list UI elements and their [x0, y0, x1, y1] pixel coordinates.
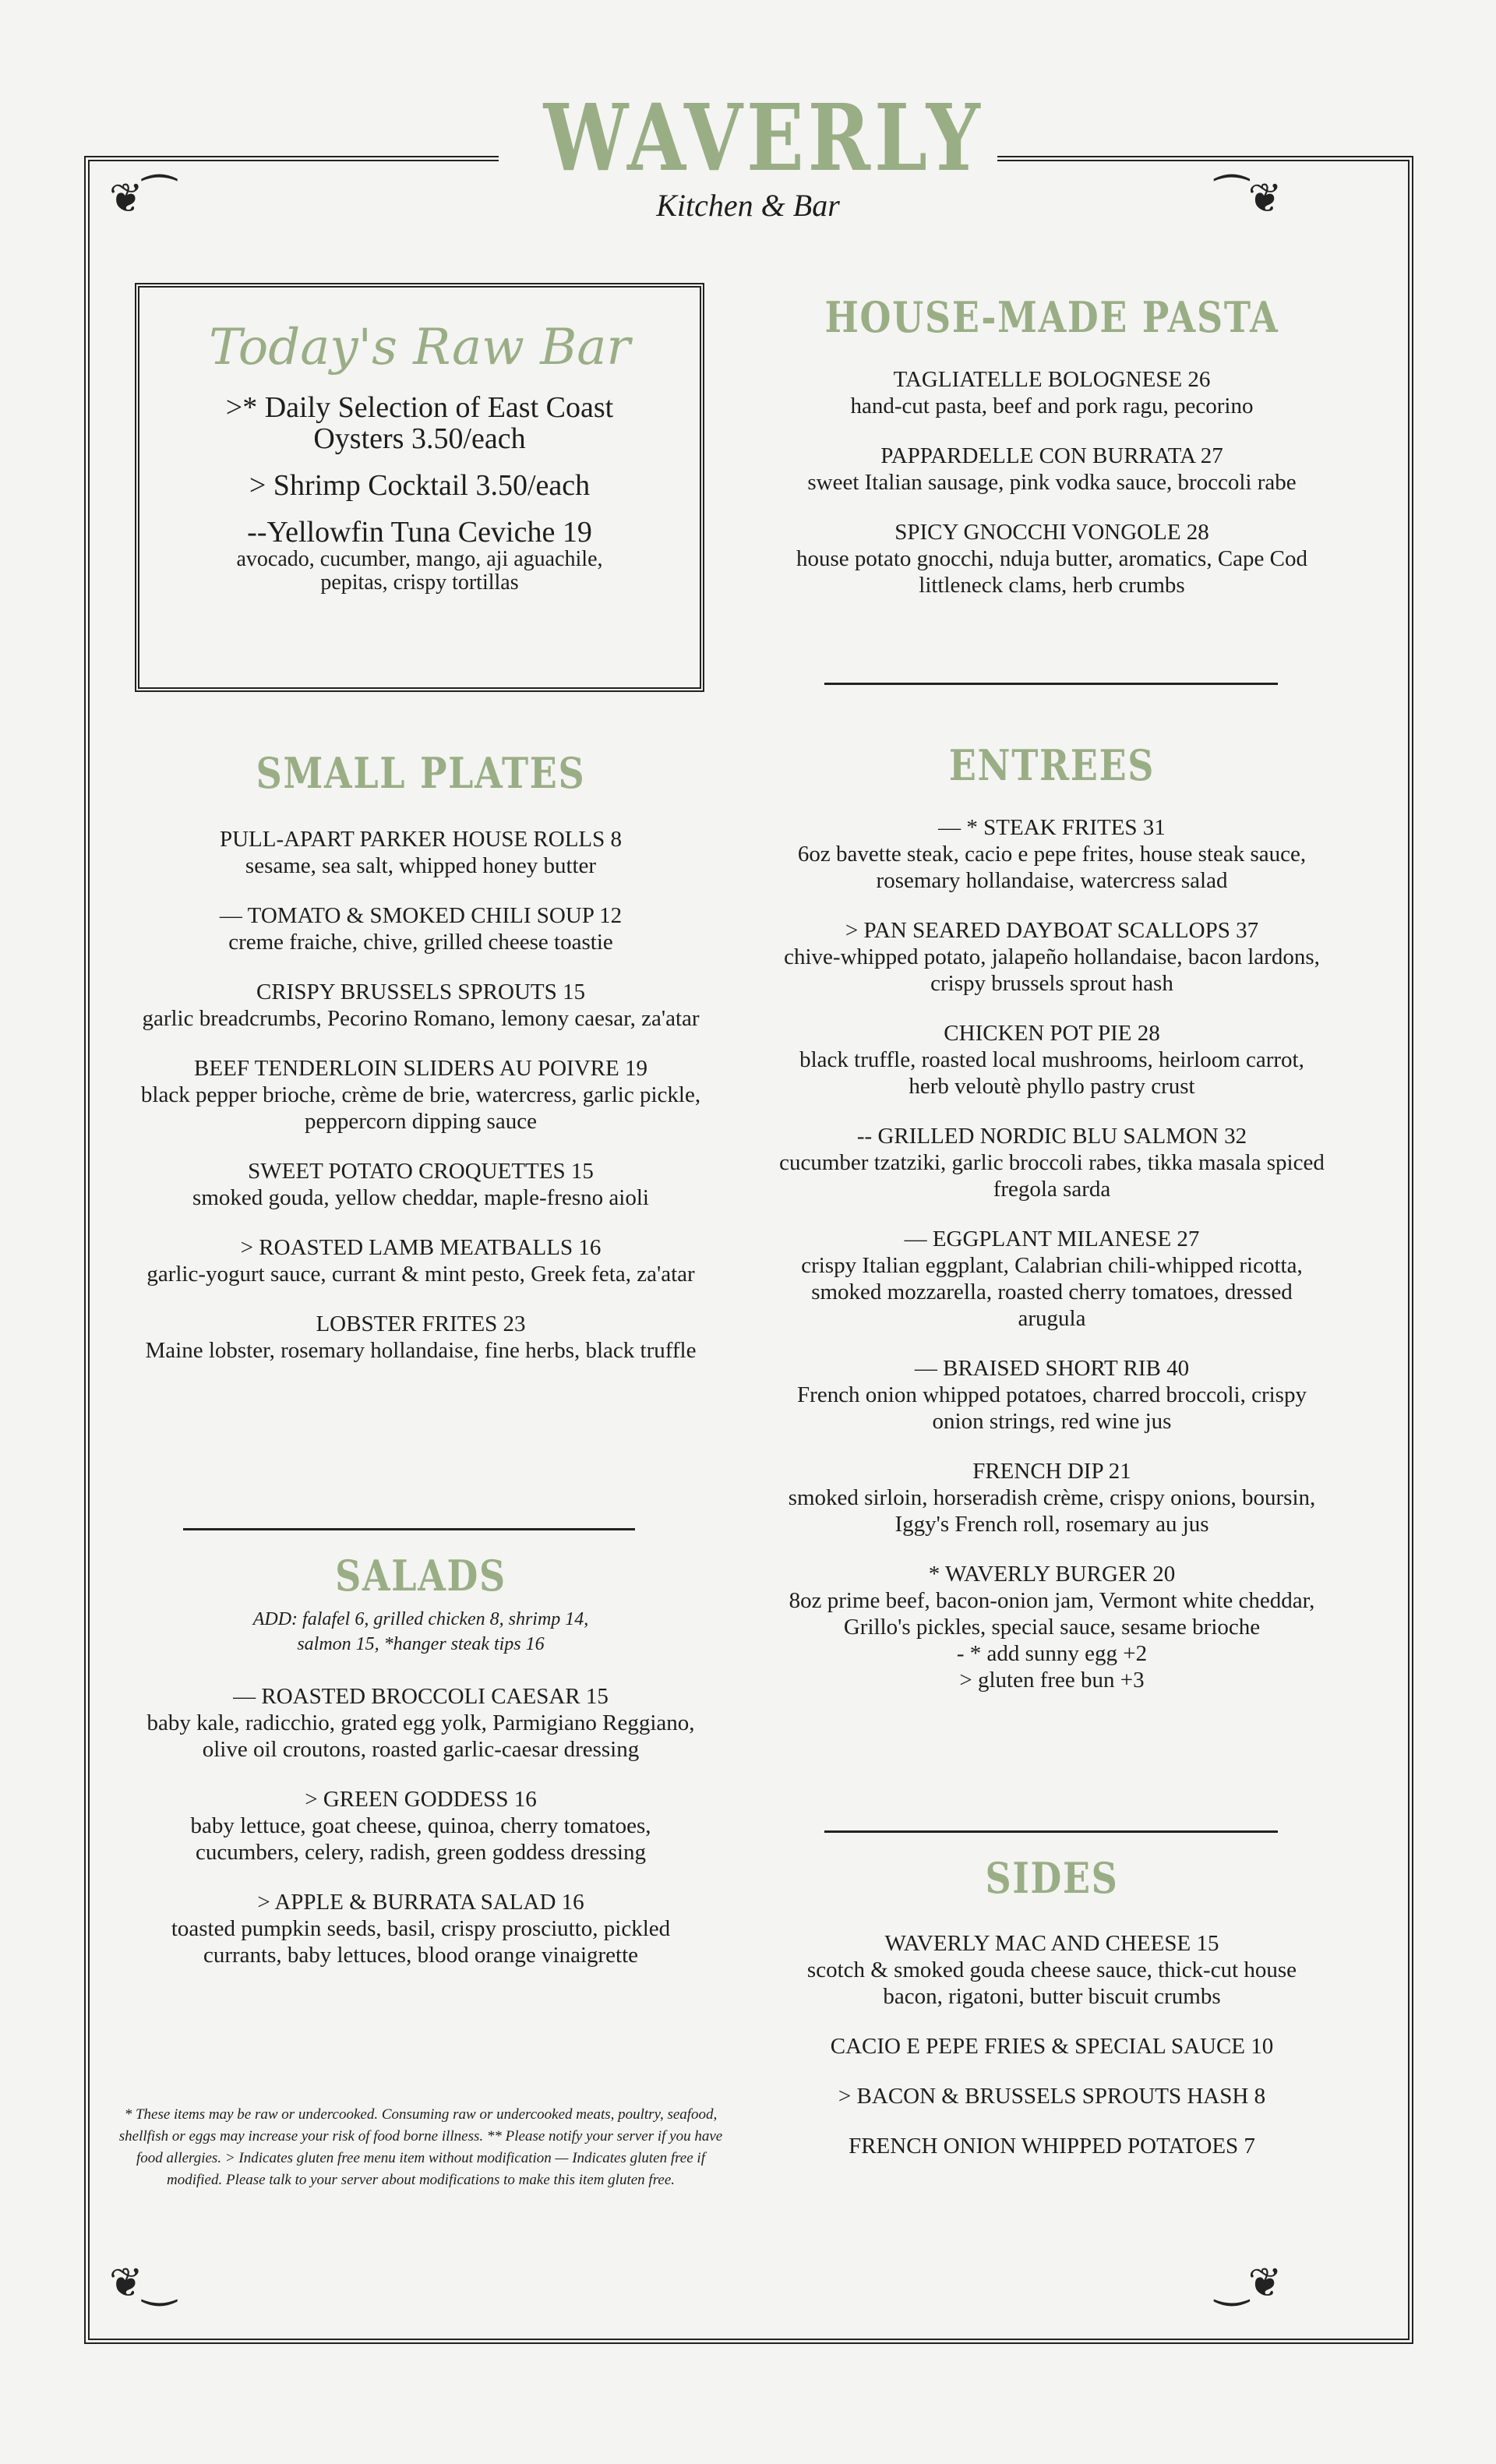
menu-item-name: > BACON & BRUSSELS SPROUTS HASH 8 [838, 2084, 1266, 2109]
menu-item-name: CRISPY BRUSSELS SPROUTS 15 [256, 980, 585, 1004]
menu-item-description: 6oz bavette steak, cacio e pepe frites, house steak sauce, rosemary hollandaise, watercress salad [797, 842, 1307, 893]
menu-item-name: -- GRILLED NORDIC BLU SALMON 32 [856, 1124, 1247, 1149]
menu-item-description: baby kale, radicchio, grated egg yolk, Parmigiano Reggiano, olive oil croutons, roasted garlic-caesar dressing [146, 1710, 695, 1762]
sides-list [748, 1930, 1356, 2183]
restaurant-subtitle: Kitchen & Bar [656, 188, 840, 223]
menu-item-extra: > gluten free bun +3 [959, 1668, 1145, 1693]
menu-item-description: crispy Italian eggplant, Calabrian chili-whipped ricotta, smoked mozzarella, roasted cherry tomatoes, dressed arugula [801, 1253, 1303, 1331]
raw-bar-item: --Yellowfin Tuna Ceviche 19 [247, 516, 592, 549]
menu-item [748, 1930, 1356, 2010]
menu-item [748, 2133, 1356, 2159]
menu-item-description: hand-cut pasta, beef and pork ragu, pecorino [850, 394, 1254, 418]
menu-item [748, 1355, 1356, 1435]
menu-item-name: FRENCH ONION WHIPPED POTATOES 7 [849, 2134, 1255, 2159]
menu-item [748, 366, 1356, 419]
menu-item-description: sweet Italian sausage, pink vodka sauce, broccoli rabe [807, 470, 1297, 495]
menu-item-name: > GREEN GODDESS 16 [305, 1787, 537, 1812]
divider [183, 1528, 635, 1530]
footnote: * These items may be raw or undercooked. Consuming raw or undercooked meats, poultry, seafood, shellfish or eggs may increase your risk of food borne illness. ** Please notify your server if you have food allergies. > Indicates gluten free menu item without modification — Indicates gluten free if modified. Please talk to your server about modifications to make this item gluten free. [118, 2106, 723, 2188]
menu-item [748, 1226, 1356, 1332]
menu-item-description: black pepper brioche, crème de brie, watercress, garlic pickle, peppercorn dipping sauce [140, 1082, 701, 1134]
raw-bar-box [135, 283, 704, 692]
menu-item-description: creme fraiche, chive, grilled cheese toastie [228, 930, 613, 955]
menu-item [748, 2083, 1356, 2109]
menu-item-name: — TOMATO & SMOKED CHILI SOUP 12 [219, 903, 623, 928]
menu-item [748, 917, 1356, 997]
section-title-pasta: HOUSE-MADE PASTA [824, 292, 1279, 342]
menu-item-name: — * STEAK FRITES 31 [938, 815, 1166, 840]
menu-item [109, 1683, 732, 1763]
menu-item [748, 519, 1356, 598]
menu-item [748, 1020, 1356, 1100]
menu-item [109, 826, 732, 879]
section-title-sides: SIDES [985, 1853, 1119, 1903]
restaurant-header [499, 83, 997, 224]
menu-item-name: — EGGPLANT MILANESE 27 [904, 1227, 1200, 1251]
menu-item-description: toasted pumpkin seeds, basil, crispy prosciutto, pickled currants, baby lettuces, blood orange vinaigrette [171, 1916, 671, 1968]
menu-item [748, 1561, 1356, 1693]
divider [824, 1830, 1278, 1833]
menu-item [748, 443, 1356, 496]
menu-item-name: TAGLIATELLE BOLOGNESE 26 [893, 367, 1211, 392]
menu-item [109, 1311, 732, 1364]
menu-item-description: smoked sirloin, horseradish crème, crispy onions, boursin, Iggy's French roll, rosemary au jus [788, 1485, 1316, 1537]
floral-ornament-icon: ❦⁀ [109, 177, 176, 221]
menu-item-name: — BRAISED SHORT RIB 40 [914, 1356, 1190, 1381]
raw-bar-item: >* Daily Selection of East Coast Oysters 3.50/each [225, 391, 614, 455]
menu-item [109, 1055, 732, 1135]
menu-item [748, 814, 1356, 894]
restaurant-name: WAVERLY [543, 83, 984, 192]
menu-item [109, 1234, 732, 1287]
menu-item [109, 1786, 732, 1866]
menu-item-description: chive-whipped potato, jalapeño hollandaise, bacon lardons, crispy brussels sprout hash [784, 944, 1320, 996]
entrees-list [748, 814, 1356, 1717]
menu-item-name: CHICKEN POT PIE 28 [944, 1021, 1160, 1046]
menu-item-name: WAVERLY MAC AND CHEESE 15 [884, 1931, 1219, 1956]
menu-item-description: black truffle, roasted local mushrooms, heirloom carrot, herb veloutè phyllo pastry crust [799, 1047, 1304, 1099]
menu-item [748, 2033, 1356, 2060]
raw-bar-title: Today's Raw Bar [208, 319, 631, 376]
menu-item-name: > PAN SEARED DAYBOAT SCALLOPS 37 [845, 918, 1259, 943]
menu-item [109, 902, 732, 955]
menu-item-description: smoked gouda, yellow cheddar, maple-fresno aioli [192, 1185, 649, 1210]
menu-item [109, 979, 732, 1032]
salads-list [109, 1683, 732, 1992]
menu-item-description: French onion whipped potatoes, charred broccoli, crispy onion strings, red wine jus [797, 1382, 1307, 1434]
floral-ornament-icon: ⁀❦ [1216, 177, 1283, 221]
menu-item [109, 1889, 732, 1968]
section-title-entrees: ENTREES [948, 740, 1156, 790]
menu-item-name: FRENCH DIP 21 [972, 1459, 1131, 1484]
menu-item-description: garlic breadcrumbs, Pecorino Romano, lemony caesar, za'atar [142, 1006, 700, 1031]
menu-item-name: PAPPARDELLE CON BURRATA 27 [880, 443, 1223, 468]
salads-add-ons: ADD: falafel 6, grilled chicken 8, shrimp 14, salmon 15, *hanger steak tips 16 [252, 1609, 589, 1654]
menu-item-description: baby lettuce, goat cheese, quinoa, cherry tomatoes, cucumbers, celery, radish, green goddess dressing [190, 1813, 651, 1865]
menu-item-name: BEEF TENDERLOIN SLIDERS AU POIVRE 19 [194, 1056, 647, 1081]
menu-item-description: house potato gnocchi, nduja butter, aromatics, Cape Cod littleneck clams, herb crumbs [796, 546, 1307, 598]
small-plates-list [109, 826, 732, 1387]
menu-item-name: > ROASTED LAMB MEATBALLS 16 [240, 1235, 602, 1260]
menu-item-name: > APPLE & BURRATA SALAD 16 [257, 1890, 584, 1915]
floral-ornament-icon: ‿❦ [1216, 2261, 1283, 2306]
floral-ornament-icon: ❦‿ [109, 2261, 176, 2306]
section-title-small-plates: SMALL PLATES [256, 748, 586, 798]
raw-bar-item: > Shrimp Cocktail 3.50/each [249, 469, 591, 502]
raw-bar-item-desc: avocado, cucumber, mango, aji aguachile, pepitas, crispy tortillas [236, 547, 603, 595]
divider [824, 683, 1278, 685]
menu-item-description: Maine lobster, rosemary hollandaise, fine herbs, black truffle [145, 1338, 697, 1363]
menu-item-extra: - * add sunny egg +2 [956, 1641, 1148, 1666]
menu-item-name: SWEET POTATO CROQUETTES 15 [248, 1159, 594, 1184]
menu-item-name: * WAVERLY BURGER 20 [928, 1562, 1176, 1587]
menu-item-description: scotch & smoked gouda cheese sauce, thick-cut house bacon, rigatoni, butter biscuit crumbs [806, 1957, 1297, 2009]
menu-item-name: SPICY GNOCCHI VONGOLE 28 [894, 520, 1209, 545]
pasta-list [748, 366, 1356, 622]
menu-item-description: 8oz prime beef, bacon-onion jam, Vermont white cheddar, Grillo's pickles, special sauce, sesame brioche [789, 1588, 1315, 1640]
menu-item-name: PULL-APART PARKER HOUSE ROLLS 8 [219, 827, 623, 852]
menu-item-name: LOBSTER FRITES 23 [316, 1311, 526, 1336]
menu-item [109, 1158, 732, 1211]
menu-item-name: CACIO E PEPE FRIES & SPECIAL SAUCE 10 [830, 2034, 1274, 2059]
section-title-salads: SALADS [335, 1551, 506, 1601]
menu-item-name: — ROASTED BROCCOLI CAESAR 15 [233, 1684, 609, 1709]
menu-item-description: garlic-yogurt sauce, currant & mint pesto, Greek feta, za'atar [146, 1262, 695, 1287]
menu-item-description: cucumber tzatziki, garlic broccoli rabes, tikka masala spiced fregola sarda [779, 1150, 1325, 1202]
menu-item [748, 1458, 1356, 1537]
menu-item [748, 1123, 1356, 1202]
menu-item-description: sesame, sea salt, whipped honey butter [245, 853, 597, 878]
salads-note [109, 1607, 732, 1657]
